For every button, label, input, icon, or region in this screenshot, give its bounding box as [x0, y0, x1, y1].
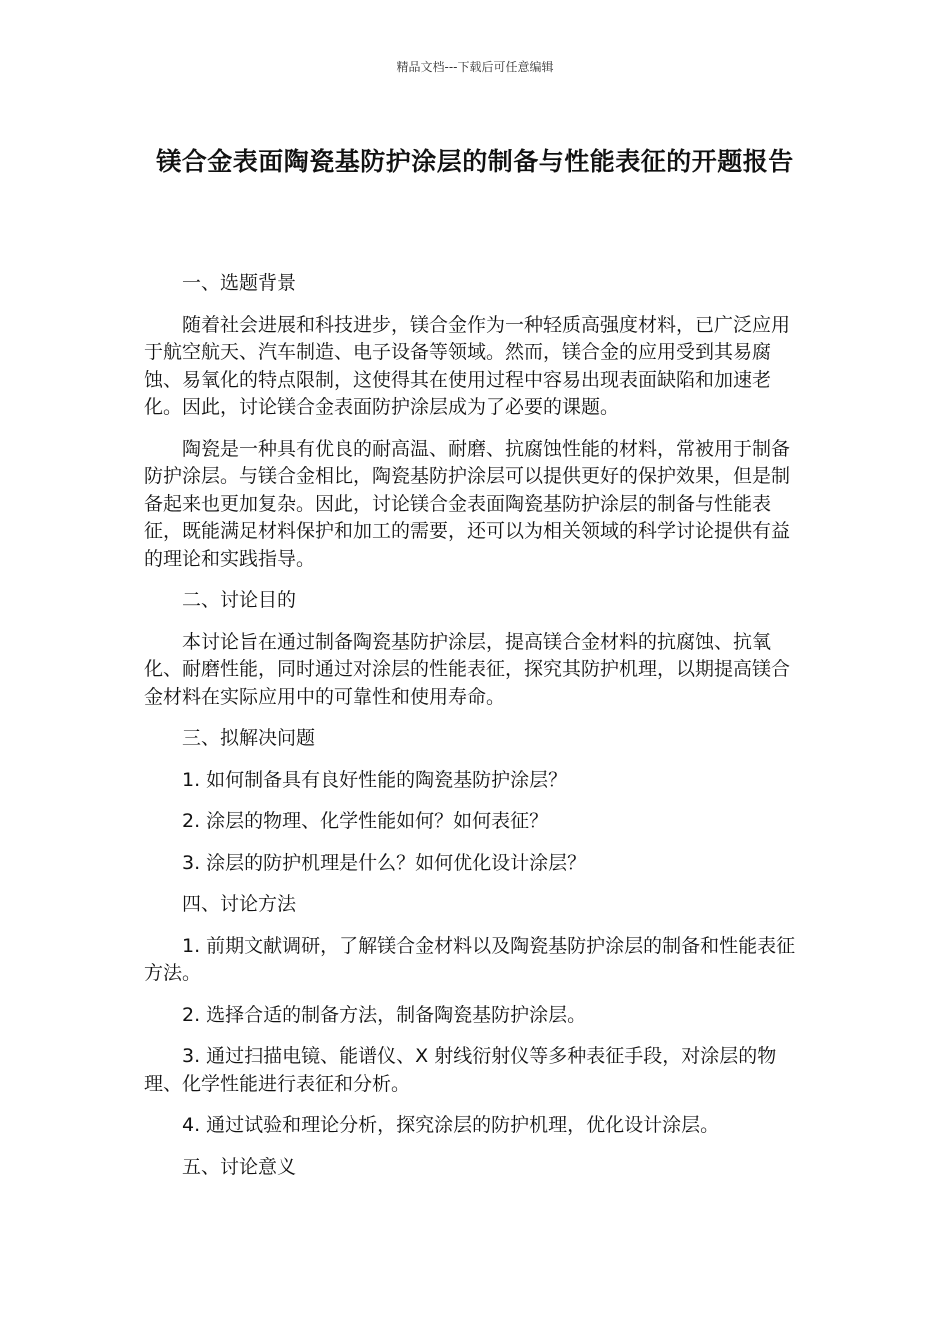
section-heading-purpose: 二、讨论目的: [182, 589, 297, 611]
section-heading-problems: 三、拟解决问题: [182, 727, 316, 749]
section-heading-significance: 五、讨论意义: [182, 1155, 297, 1178]
problem-item-2: 2. 涂层的物理、化学性能如何？如何表征？: [182, 810, 549, 832]
document-body: [144, 270, 796, 1195]
method-item-4: 4. 通过试验和理论分析，探究涂层的防护机理，优化设计涂层。: [182, 1114, 720, 1136]
section-heading-methods: 四、讨论方法: [182, 893, 297, 915]
problem-item-1: 1. 如何制备具有良好性能的陶瓷基防护涂层？: [182, 768, 568, 791]
paragraph-background-2: 陶瓷是一种具有优良的耐高温、耐磨、抗腐蚀性能的材料，常被用于制备防护涂层。与镁合金相比，陶瓷基防护涂层可以提供更好的保护效果，但是制备起来也更加复杂。因此，讨论镁合金表面陶瓷基防护涂层的制备与性能表征，既能满足材料保护和加工的需要，还可以为相关领域的科学讨论提供有益的理论和实践指导。: [144, 437, 791, 570]
paragraph-purpose: 本讨论旨在通过制备陶瓷基防护涂层，提高镁合金材料的抗腐蚀、抗氧化、耐磨性能，同时通过对涂层的性能表征，探究其防护机理，以期提高镁合金材料在实际应用中的可靠性和使用寿命。: [144, 630, 791, 708]
paragraph-background-1: 随着社会进展和科技进步，镁合金作为一种轻质高强度材料，已广泛应用于航空航天、汽车制造、电子设备等领域。然而，镁合金的应用受到其易腐蚀、易氧化的特点限制，这使得其在使用过程中容易出现表面缺陷和加速老化。因此，讨论镁合金表面防护涂层成为了必要的课题。: [144, 313, 791, 418]
method-item-2: 2. 选择合适的制备方法，制备陶瓷基防护涂层。: [182, 1003, 587, 1026]
method-item-3: 3. 通过扫描电镜、能谱仪、X 射线衍射仪等多种表征手段，对涂层的物理、化学性能进行表征和分析。: [144, 1045, 777, 1095]
problem-item-3: 3. 涂层的防护机理是什么？如何优化设计涂层？: [182, 851, 587, 874]
method-item-1: 1. 前期文献调研，了解镁合金材料以及陶瓷基防护涂层的制备和性能表征方法。: [144, 934, 796, 984]
section-heading-background: 一、选题背景: [182, 272, 297, 294]
document-title: 镁合金表面陶瓷基防护涂层的制备与性能表征的开题报告: [156, 147, 794, 176]
header-note: 精品文档---下载后可任意编辑: [396, 60, 554, 74]
